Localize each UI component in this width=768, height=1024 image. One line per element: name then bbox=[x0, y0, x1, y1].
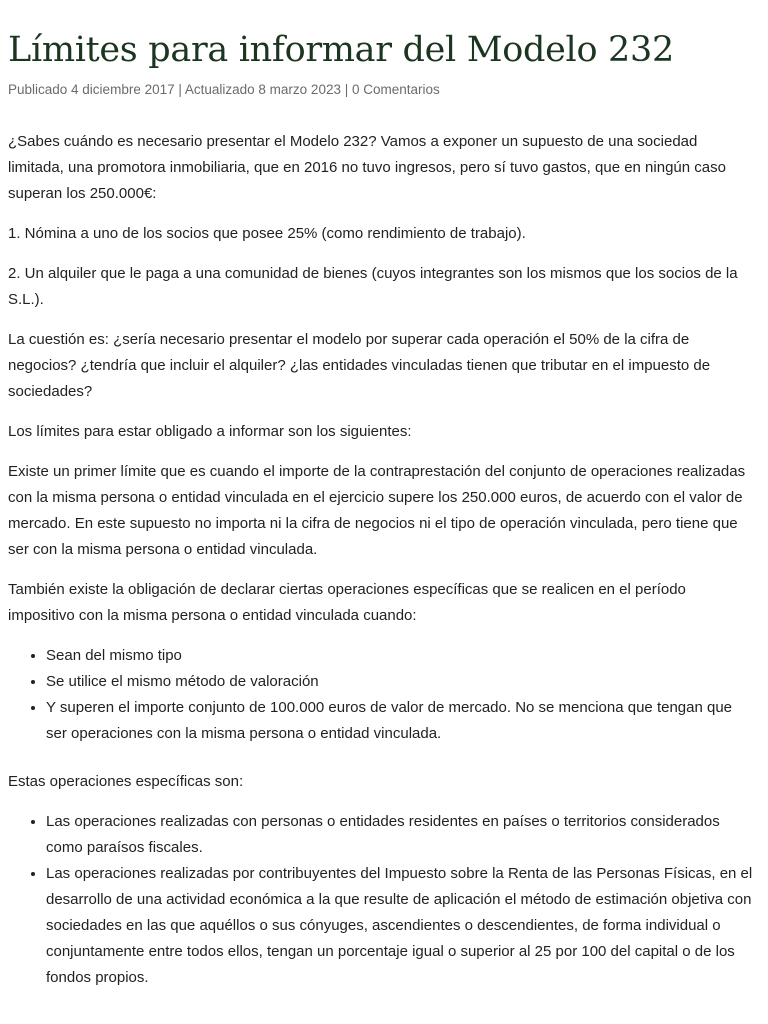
article-title: Límites para informar del Modelo 232 bbox=[8, 30, 674, 70]
list-item: • Las operaciones realizadas por contribuyentes del Impuesto sobre la Renta de las Personas Físicas, en el desarrollo de una actividad económica a la que resulte de aplicación el método de estimación objetiva con sociedades en las que aquéllos o sus cónyuges, ascendientes o descendientes, de forma individual o conjuntamente entre todos ellos, tengan un porcentaje igual o superior al 25 por 100 del capital o de los fondos propios. bbox=[46, 861, 756, 991]
published-date: Publicado 4 diciembre 2017 bbox=[8, 82, 175, 97]
paragraph: Estas operaciones específicas son: bbox=[8, 773, 244, 790]
paragraph: Existe un primer límite que es cuando el importe de la contraprestación del conjunto de operaciones realizadas con la misma persona o entidad vinculada en el ejercicio supere los 250.000 euros, de acuerdo con el valor de mercado. En este supuesto no importa ni la cifra de negocios ni el tipo de operación vinculada, pero tiene que ser con la misma persona o entidad vinculada. bbox=[8, 463, 746, 558]
paragraph: La cuestión es: ¿sería necesario presentar el modelo por superar cada operación el 50% de la cifra de negocios? ¿tendría que incluir el alquiler? ¿las entidades vinculadas tienen que tributar en el impuesto de sociedades? bbox=[8, 331, 711, 400]
paragraph: Los límites para estar obligado a informar son los siguientes: bbox=[8, 423, 412, 440]
paragraph: También existe la obligación de declarar ciertas operaciones específicas que se realicen en el período impositivo con la misma persona o entidad vinculada cuando: bbox=[8, 581, 686, 624]
list-item: • Sean del mismo tipo bbox=[46, 643, 756, 669]
article-body bbox=[8, 129, 756, 991]
meta-separator: | bbox=[340, 82, 352, 97]
updated-date: Actualizado 8 marzo 2023 bbox=[184, 82, 341, 97]
paragraph: 1. Nómina a uno de los socios que posee 25% (como rendimiento de trabajo). bbox=[8, 225, 526, 242]
paragraph: ¿Sabes cuándo es necesario presentar el Modelo 232? Vamos a exponer un supuesto de una sociedad limitada, una promotora inmobiliaria, que en 2016 no tuvo ingresos, pero sí tuvo gastos, que en ningún caso superan los 250.000€: bbox=[8, 133, 726, 202]
list-item: • Y superen el importe conjunto de 100.000 euros de valor de mercado. No se menciona que tengan que ser operaciones con la misma persona o entidad vinculada. bbox=[46, 695, 756, 747]
meta-separator: | bbox=[174, 82, 185, 97]
paragraph: 2. Un alquiler que le paga a una comunidad de bienes (cuyos integrantes son los mismos que los socios de la S.L.). bbox=[8, 265, 738, 308]
list-spacer bbox=[8, 761, 756, 769]
bullet-list bbox=[8, 643, 756, 747]
list-item: • Las operaciones realizadas con personas o entidades residentes en países o territorios considerados como paraísos fiscales. bbox=[46, 809, 756, 861]
article-meta bbox=[8, 81, 756, 99]
comments-link[interactable]: 0 Comentarios bbox=[351, 82, 440, 97]
list-item: • Se utilice el mismo método de valoración bbox=[46, 669, 756, 695]
bullet-list bbox=[8, 809, 756, 991]
